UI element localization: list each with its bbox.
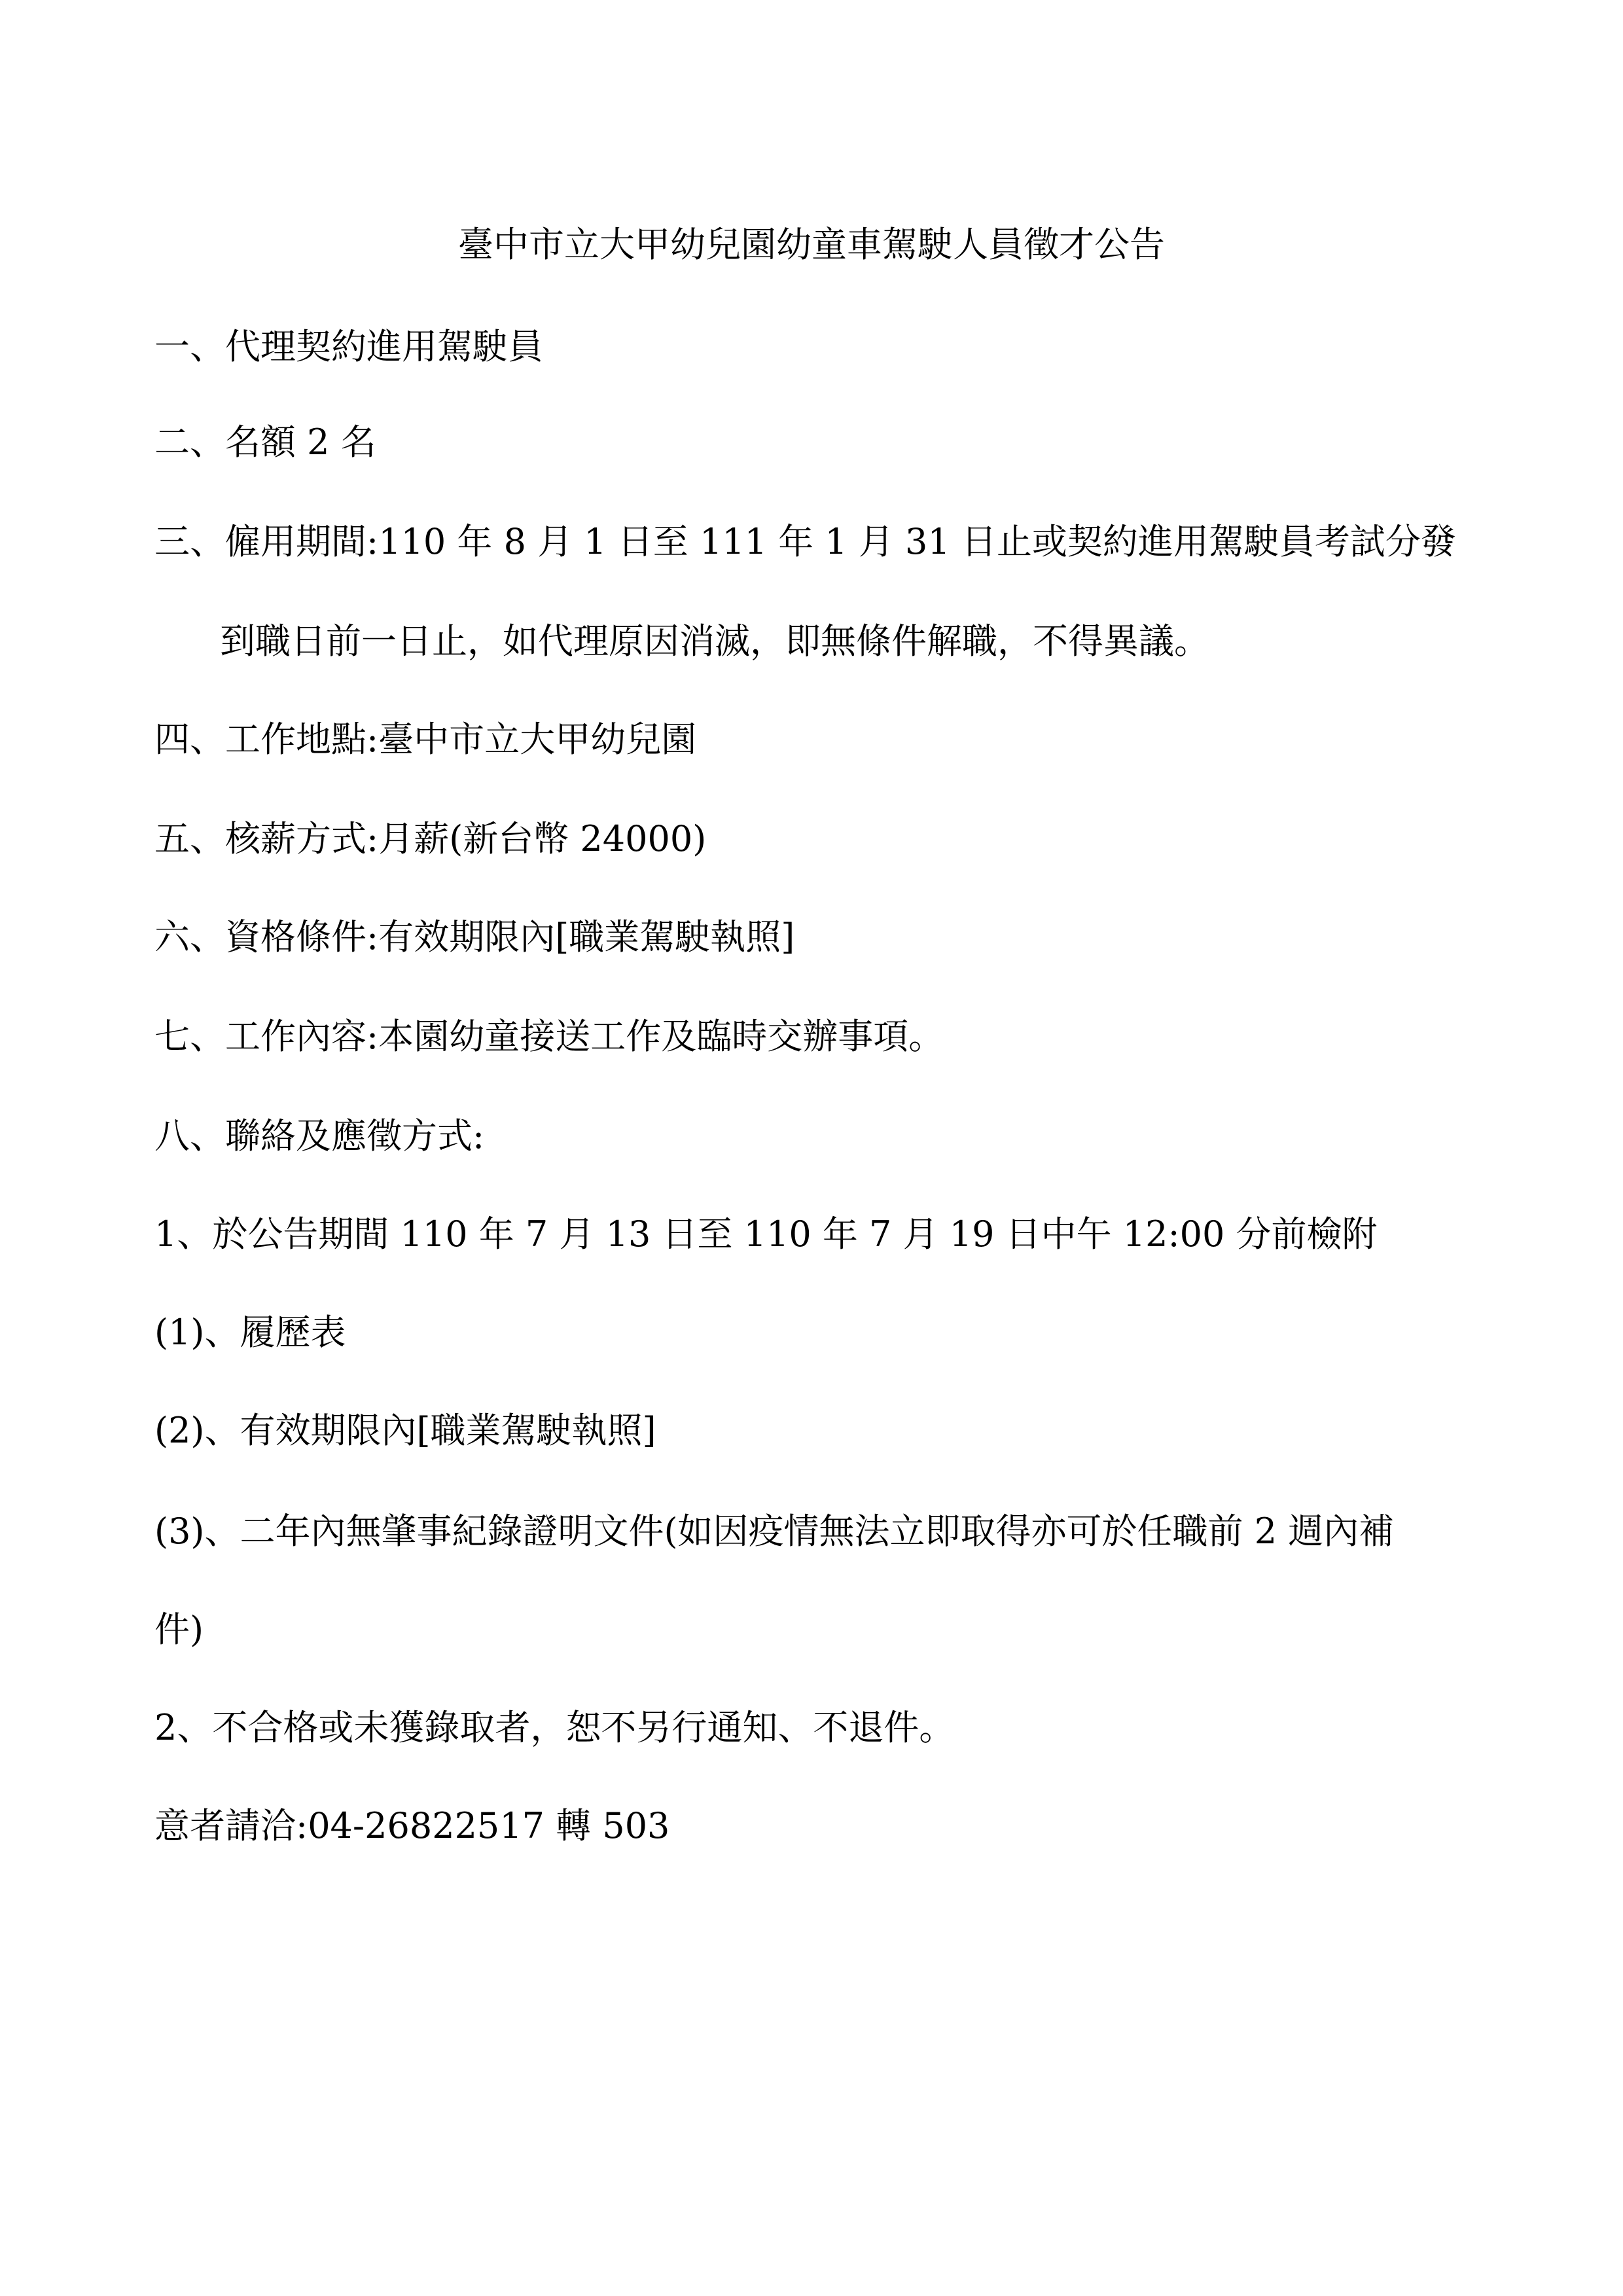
required-document-3: (3)、二年內無肇事紀錄證明文件(如因疫情無法立即取得亦可於任職前 2 週內補 bbox=[154, 1511, 1395, 1552]
contact-phone: 意者請洽:04-26822517 轉 503 bbox=[154, 1805, 670, 1846]
required-document-1: (1)、履歷表 bbox=[154, 1312, 346, 1353]
item-job-content: 七、工作內容:本園幼童接送工作及臨時交辦事項。 bbox=[154, 1016, 944, 1057]
required-document-3-continued: 件) bbox=[154, 1609, 204, 1650]
item-salary: 五、核薪方式:月薪(新台幣 24000) bbox=[154, 818, 707, 859]
item-employment-period: 三、僱用期間:110 年 8 月 1 日至 111 年 1 月 31 日止或契約進用駕駛員考試分發 bbox=[154, 521, 1456, 562]
document-title: 臺中市立大甲幼兒園幼童車駕駛人員徵才公告 bbox=[458, 224, 1165, 265]
item-qualifications: 六、資格條件:有效期限內[職業駕駛執照] bbox=[154, 916, 795, 958]
required-document-2: (2)、有效期限內[職業駕駛執照] bbox=[154, 1410, 656, 1451]
item-contact-method: 八、聯絡及應徵方式: bbox=[154, 1115, 485, 1157]
item-position-type: 一、代理契約進用駕駛員 bbox=[154, 326, 543, 367]
item-quota: 二、名額 2 名 bbox=[154, 422, 376, 463]
contact-step-1: 1、於公告期間 110 年 7 月 13 日至 110 年 7 月 19 日中午 12:00 分前檢附 bbox=[154, 1213, 1378, 1255]
item-employment-period-continued: 到職日前一日止，如代理原因消滅，即無條件解職，不得異議。 bbox=[220, 620, 1209, 662]
item-work-location: 四、工作地點:臺中市立大甲幼兒園 bbox=[154, 719, 697, 760]
contact-step-2: 2、不合格或未獲錄取者，恕不另行通知、不退件。 bbox=[154, 1707, 955, 1748]
